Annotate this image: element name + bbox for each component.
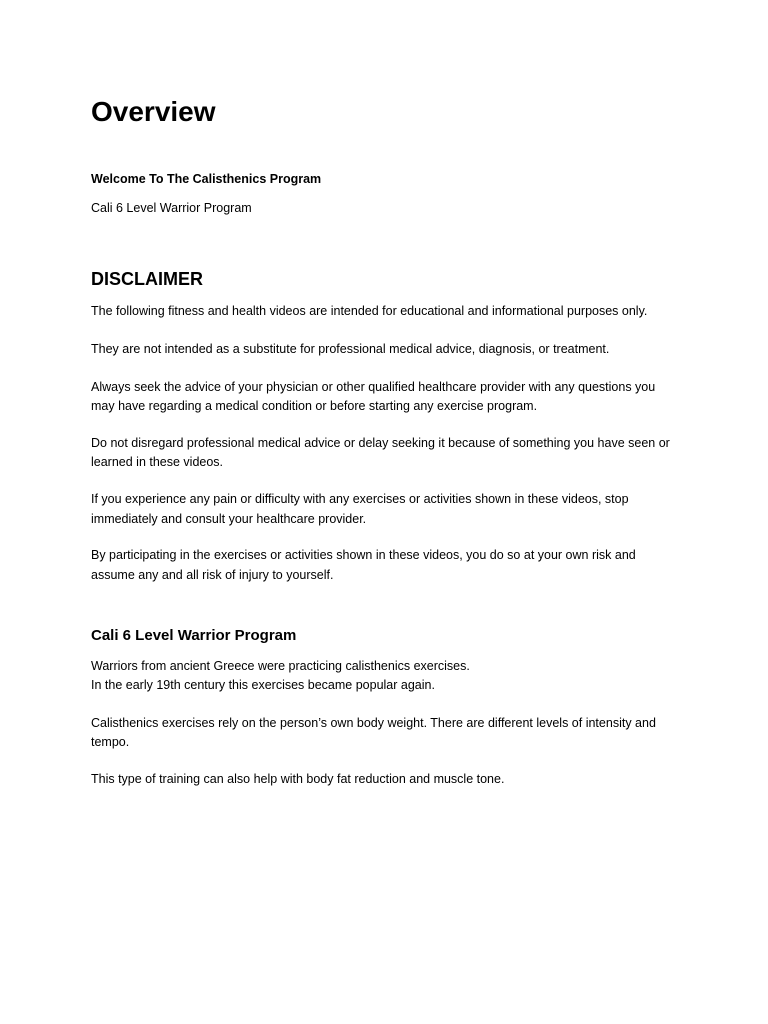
disclaimer-paragraph-6-line-1: By participating in the exercises or activities shown in these videos, you do so at your own risk and <box>91 548 636 562</box>
disclaimer-paragraph-6-line-2: assume any and all risk of injury to yourself. <box>91 568 334 582</box>
disclaimer-paragraph-3-line-2: may have regarding a medical condition or before starting any exercise program. <box>91 399 538 413</box>
disclaimer-paragraph-1: The following fitness and health videos are intended for educational and informational purposes only. <box>91 304 648 318</box>
program-paragraph-3: This type of training can also help with body fat reduction and muscle tone. <box>91 772 505 786</box>
disclaimer-paragraph-3-line-1: Always seek the advice of your physician or other qualified healthcare provider with any questions you <box>91 380 656 394</box>
welcome-line: Welcome To The Calisthenics Program <box>91 172 322 186</box>
disclaimer-paragraph-2: They are not intended as a substitute for professional medical advice, diagnosis, or treatment. <box>91 342 610 356</box>
disclaimer-paragraph-5-line-2: immediately and consult your healthcare provider. <box>91 512 367 526</box>
program-paragraph-2-line-1: Calisthenics exercises rely on the person’s own body weight. There are different levels of intensity and <box>91 716 656 730</box>
disclaimer-paragraph-5-line-1: If you experience any pain or difficulty with any exercises or activities shown in these videos, stop <box>91 492 629 506</box>
program-paragraph-1-line-1: Warriors from ancient Greece were practicing calisthenics exercises. <box>91 659 470 673</box>
program-name-line: Cali 6 Level Warrior Program <box>91 201 252 215</box>
program-paragraph-2-line-2: tempo. <box>91 735 130 749</box>
disclaimer-paragraph-4-line-2: learned in these videos. <box>91 455 224 469</box>
disclaimer-heading: DISCLAIMER <box>91 269 203 289</box>
program-section-heading: Cali 6 Level Warrior Program <box>91 627 297 644</box>
program-paragraph-1-line-2: In the early 19th century this exercises became popular again. <box>91 678 435 692</box>
disclaimer-paragraph-4-line-1: Do not disregard professional medical advice or delay seeking it because of something you have seen or <box>91 436 670 450</box>
page-title: Overview <box>91 96 216 127</box>
